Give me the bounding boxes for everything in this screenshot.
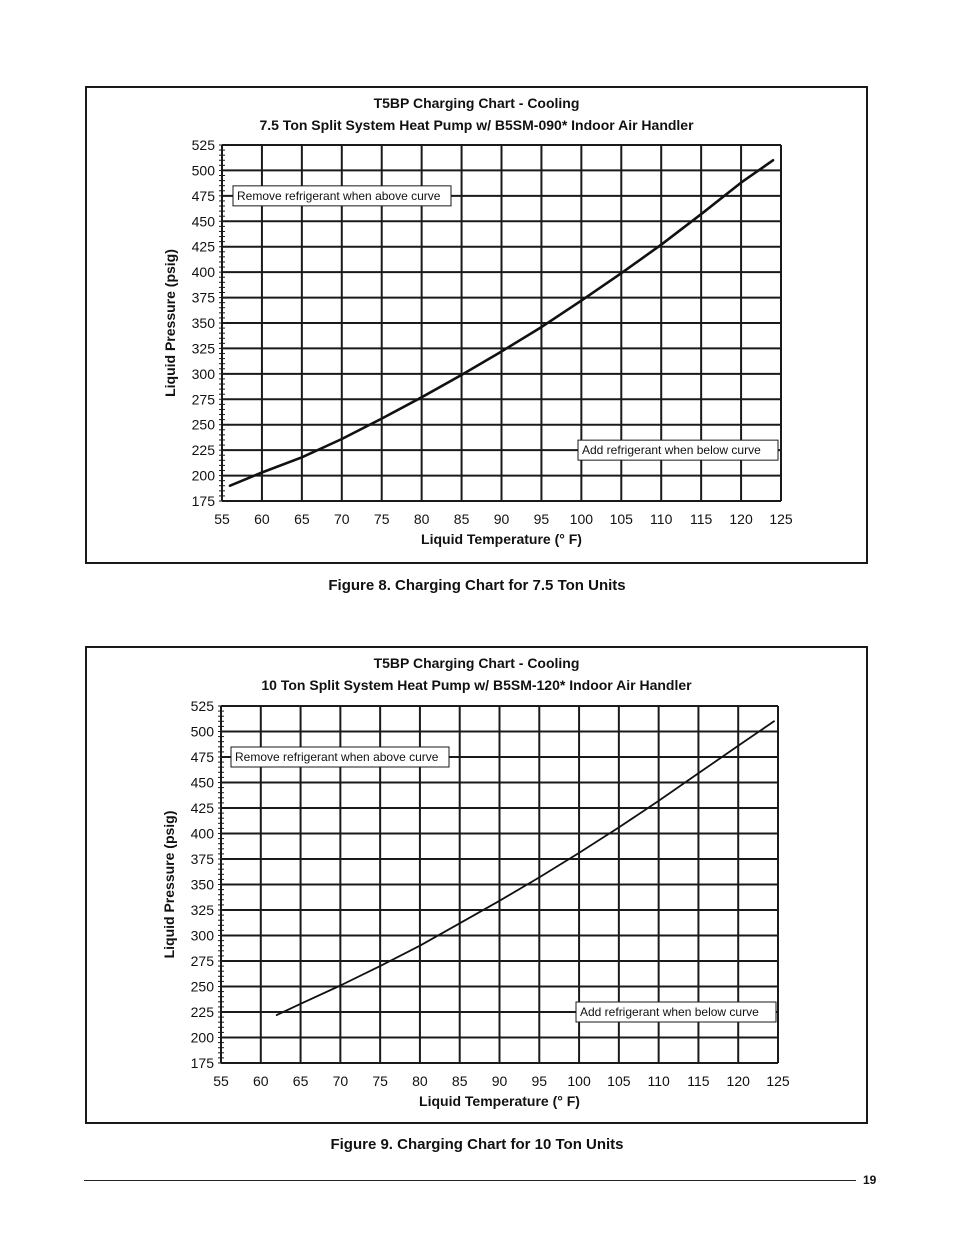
x-tick-label: 125 (769, 511, 793, 527)
annotation-label (231, 747, 449, 767)
chart-panel-1 (85, 86, 868, 564)
chart-title: T5BP Charging Chart - Cooling (373, 655, 580, 671)
y-tick-label: 500 (191, 162, 215, 179)
x-tick-label: 110 (650, 511, 673, 527)
x-tick-label: 90 (491, 1073, 508, 1089)
y-tick-label: 200 (190, 1029, 214, 1046)
y-tick-label: 375 (190, 851, 214, 867)
x-tick-label: 90 (493, 511, 510, 527)
y-tick-label: 325 (191, 340, 215, 357)
x-tick-label: 60 (252, 1073, 269, 1089)
annotation-label (578, 440, 778, 460)
figure-caption: Figure 9. Charging Chart for 10 Ton Units (330, 1136, 624, 1153)
x-tick-label: 65 (292, 1073, 309, 1089)
x-tick-label: 95 (533, 511, 550, 527)
y-tick-label: 400 (190, 825, 214, 842)
x-tick-label: 80 (413, 511, 430, 527)
x-tick-label: 105 (607, 1073, 631, 1089)
x-tick-label: 70 (332, 1073, 349, 1089)
y-tick-label: 375 (191, 289, 215, 306)
annotation-text: Remove refrigerant when above curve (235, 750, 439, 764)
x-tick-label: 85 (451, 1073, 468, 1089)
y-tick-label: 175 (191, 493, 215, 509)
y-tick-label: 425 (190, 800, 214, 816)
annotation-label (233, 186, 451, 206)
y-tick-label: 450 (191, 213, 215, 230)
x-tick-label: 75 (372, 1073, 388, 1089)
x-tick-label: 125 (766, 1073, 790, 1089)
annotation-label (576, 1002, 776, 1022)
x-tick-label: 60 (254, 511, 270, 527)
figure-caption: Figure 8. Charging Chart for 7.5 Ton Units (328, 577, 626, 594)
x-tick-label: 95 (531, 1073, 548, 1089)
x-tick-label: 55 (213, 1073, 229, 1089)
y-tick-label: 400 (191, 264, 215, 281)
x-tick-label: 120 (729, 511, 753, 527)
chart-plot (87, 648, 866, 1122)
x-tick-label: 115 (689, 511, 713, 527)
annotation-text: Remove refrigerant when above curve (237, 188, 441, 203)
x-tick-label: 100 (569, 511, 594, 527)
chart-subtitle: 7.5 Ton Split System Heat Pump w/ B5SM-090* Indoor Air Handler (259, 117, 694, 133)
chart-subtitle: 10 Ton Split System Heat Pump w/ B5SM-120* Indoor Air Handler (261, 677, 692, 693)
y-tick-label: 200 (191, 467, 215, 484)
y-tick-label: 525 (190, 698, 214, 714)
y-tick-label: 225 (190, 1004, 214, 1020)
y-tick-label: 500 (190, 723, 214, 740)
x-tick-label: 85 (453, 511, 470, 527)
y-axis-label: Liquid Pressure (psig) (161, 810, 177, 959)
y-tick-label: 350 (191, 315, 215, 331)
y-tick-label: 275 (190, 953, 214, 969)
y-tick-label: 325 (190, 902, 214, 918)
chart-title: T5BP Charging Chart - Cooling (373, 95, 580, 111)
chart-plot (87, 88, 866, 562)
y-tick-label: 250 (190, 978, 214, 995)
x-tick-label: 80 (412, 1073, 428, 1089)
x-tick-label: 105 (609, 511, 633, 527)
x-tick-label: 110 (647, 1073, 670, 1089)
x-tick-label: 100 (567, 1073, 591, 1089)
y-tick-label: 425 (191, 238, 215, 255)
x-tick-label: 120 (726, 1073, 750, 1089)
x-tick-label: 55 (214, 511, 230, 527)
y-tick-label: 175 (190, 1055, 214, 1071)
page-number: 19 (863, 1173, 877, 1187)
annotation-text: Add refrigerant when below curve (582, 443, 761, 458)
y-axis-label: Liquid Pressure (psig) (162, 249, 178, 397)
x-tick-label: 65 (294, 511, 310, 527)
y-tick-label: 475 (191, 187, 215, 204)
y-tick-label: 525 (191, 137, 215, 153)
footer-rule (84, 1180, 856, 1181)
y-tick-label: 300 (190, 927, 214, 944)
y-tick-label: 450 (190, 774, 214, 791)
x-axis-label: Liquid Temperature (° F) (421, 531, 582, 547)
x-tick-label: 115 (687, 1073, 710, 1089)
x-tick-label: 75 (373, 511, 390, 527)
y-tick-label: 475 (190, 749, 214, 765)
annotation-text: Add refrigerant when below curve (580, 1005, 759, 1019)
y-tick-label: 275 (191, 391, 215, 408)
y-tick-label: 250 (191, 416, 215, 433)
x-tick-label: 70 (333, 511, 350, 527)
x-axis-label: Liquid Temperature (° F) (419, 1093, 580, 1109)
y-tick-label: 300 (191, 365, 215, 382)
y-tick-label: 225 (191, 442, 215, 459)
chart-panel-2 (85, 646, 868, 1124)
y-tick-label: 350 (190, 876, 214, 893)
